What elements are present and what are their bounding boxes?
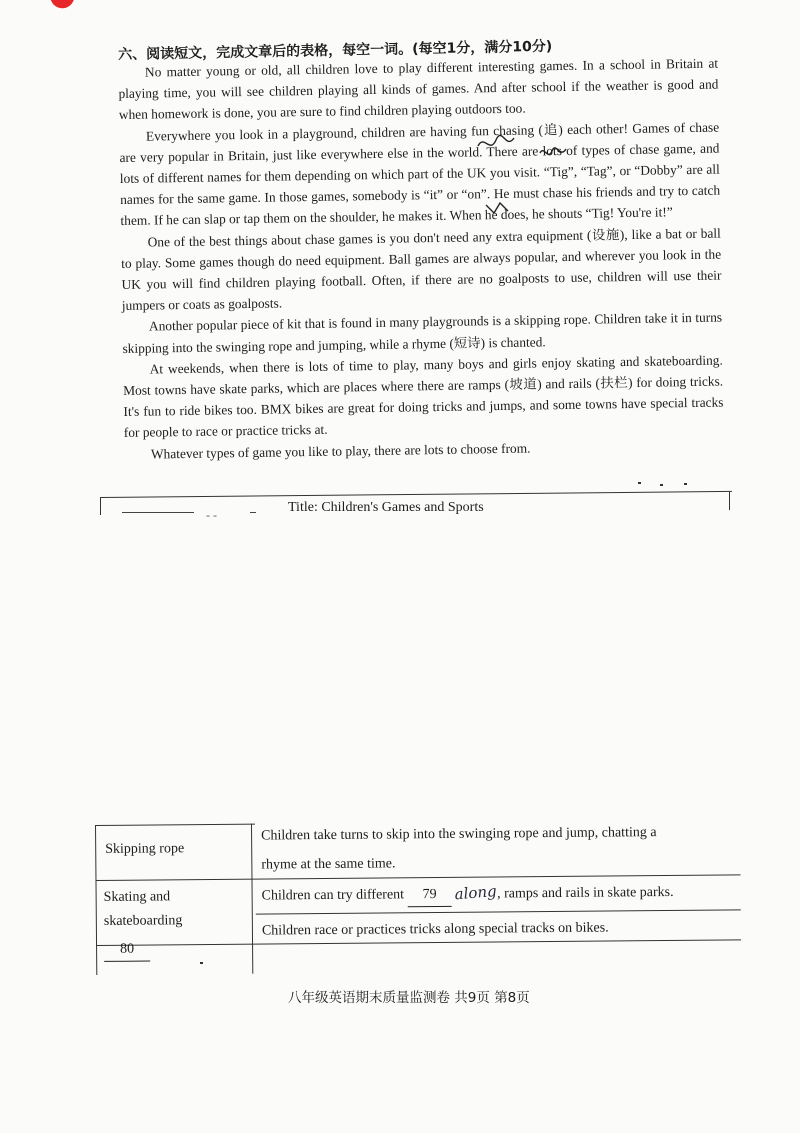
passage-paragraph: One of the best things about chase games is you don't need any extra equipment (设施), like a bat or ball to play. Some games though do need equipment. Ball games are always popular, and wherever you look in the UK you will find children playing football. Often, if there are no goalposts to use, children will use their jumpers or coats as goalposts. <box>121 225 722 314</box>
blank-number: 79 <box>422 887 437 903</box>
summary-table <box>95 819 741 975</box>
blank-number: 80 <box>120 941 135 957</box>
table-left-edge <box>100 497 101 515</box>
row-label-skipping-rope: Skipping rope <box>105 841 185 857</box>
row-description: Children race or practices tricks along special tracks on bikes. <box>261 920 609 939</box>
passage-paragraph: Everywhere you look in a playground, children are having fun chasing (追) each other! Games of chase are very popular in Britain, just like everywhere else in the world. There are lots of types of chase game, and lots of different names for them depending on which part of the UK you visit. “Tig”, “Tag”, or “Dobby” are all names for the same game. In those games, somebody is “it” or “on”. He must chase his friends and try to catch them. If he can slap or tap them on the shoulder, he makes it. When he does, he shouts “Tig! You're it!” <box>119 119 721 229</box>
answer-blank-80 <box>104 939 150 962</box>
row-label-skating: skateboarding <box>103 913 183 929</box>
passage-paragraph: Another popular piece of kit that is found in many playgrounds is a skipping rope. Children take it in turns skipping into the swinging rope and jumping, while a rhyme (短诗) is chanted. <box>122 309 723 356</box>
blank-dash <box>250 512 256 513</box>
speck <box>200 962 203 964</box>
row-text: , ramps and rails in skate parks. <box>497 884 674 902</box>
table-title: Title: Children's Games and Sports <box>288 500 484 515</box>
row-text: Children can try different <box>261 887 405 904</box>
row-description <box>262 880 674 909</box>
pen-scribble <box>476 132 516 156</box>
blank-dash: - - <box>206 508 217 522</box>
table-right-edge <box>729 492 730 510</box>
table-rule <box>95 824 255 826</box>
speck <box>660 484 663 486</box>
speck <box>638 482 641 484</box>
table-rule <box>256 909 741 914</box>
pen-scribble <box>484 199 510 217</box>
passage-paragraph: No matter young or old, all children love to play different interesting games. In a school in Britain at playing time, you will see children playing all kinds of games. And after school if the weather is good and when homework is done, you are sure to find children playing outdoors too. <box>118 55 719 123</box>
page-footer: 八年级英语期末质量监测卷 共9页 第8页 <box>288 990 530 1006</box>
pen-scribble <box>538 143 568 163</box>
speck <box>684 483 687 485</box>
row-label-skating: Skating and <box>103 889 171 905</box>
table-rule <box>251 824 253 974</box>
table-rule <box>95 825 97 975</box>
corner-mark <box>50 0 77 12</box>
row-label-blank <box>104 939 150 962</box>
row-description: rhyme at the same time. <box>261 856 396 873</box>
passage-paragraph: At weekends, when there is lots of time to play, many boys and girls enjoy skating and skateboarding. Most towns have skate parks, which are places where there are ramps (坡道) and rails (扶栏) for doing tricks. It's fun to ride bikes too. BMX bikes are great for doing tricks and jumps, and some towns have special tracks for people to race or practice tricks at. <box>123 352 724 441</box>
section-heading: 六、阅读短文，完成文章后的表格，每空一词。(每空1分，满分10分) <box>118 38 553 63</box>
row-description: Children take turns to skip into the swinging rope and jump, chatting a <box>261 825 657 844</box>
passage-paragraph: Whatever types of game you like to play, there are lots to choose from. <box>150 440 531 462</box>
answer-blank-79 <box>407 884 451 907</box>
reading-passage <box>118 53 724 465</box>
blank-dash <box>122 512 194 513</box>
handwritten-answer: along <box>454 882 498 904</box>
table-top-border <box>100 491 732 498</box>
